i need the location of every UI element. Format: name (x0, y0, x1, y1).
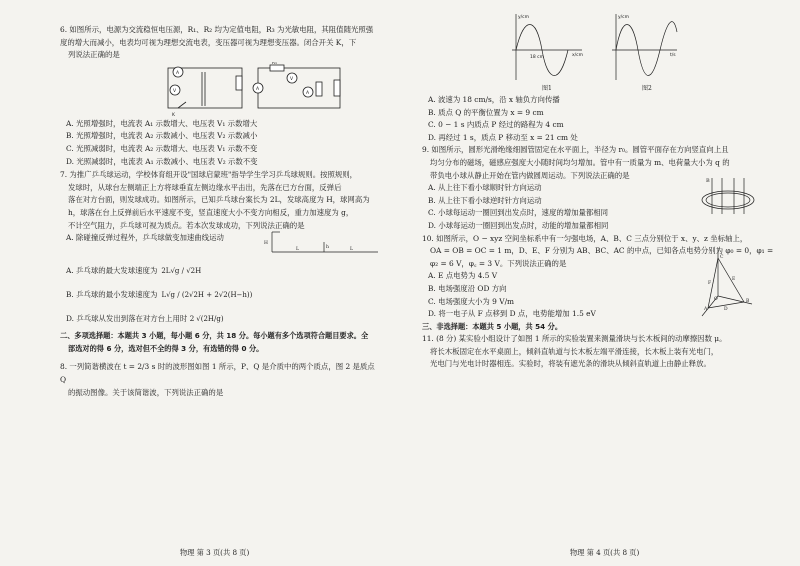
q8-stem-2: 的振动图像。关于该简谐波，下列说法正确的是 (68, 387, 224, 397)
q6-option-a: A. 光照增强时，电流表 A₁ 示数增大、电压表 V₁ 示数增大 (66, 118, 258, 128)
q9-option-a: A. 从上往下看小球顺时针方向运动 (428, 183, 542, 193)
q7-option-c-row (60, 282, 382, 308)
q7-option-a: A. 除碰撞反弹过程外，乒乓球做变加速曲线运动 (66, 233, 224, 243)
q7-option-d-row (60, 308, 382, 330)
q10-stem-1: 10. 如图所示，O − xyz 空间坐标系中有一匀强电场，A、B、C 三点分别位于 x、y、z 坐标轴上， (422, 233, 748, 243)
q7-formula-c: L√g / (2√2H + 2√2(H−h)) (161, 291, 253, 300)
footer-page-3: 物理 第 3 页(共 8 页) (180, 548, 250, 557)
svg-text:B: B (706, 178, 710, 185)
q6-option-b: B. 光照增强时，电流表 A₂ 示数减小、电压表 V₂ 示数减小 (66, 131, 258, 141)
q7-stem-2: 发球时，从球台左侧端正上方将球垂直左侧边缘水平击出，先落在已方台面，反弹后 (68, 182, 342, 192)
q6-option-c: C. 光照减弱时，电流表 A₂ 示数增大、电压表 V₁ 示数不变 (66, 143, 258, 153)
q8-wave-figures (502, 12, 800, 94)
q9-stem-1: 9. 如图所示，圆形光滑绝缘细圆管固定在水平面上，半径为 r₀。圆管平面存在方向竖直向上且 (422, 145, 729, 155)
q6-circuit-diagram (60, 62, 380, 118)
q9-stem-3: 带负电小球从静止开始在管内做圆周运动。下列说法正确的是 (430, 170, 630, 180)
q11-stem-1: 11. (8 分) 某实验小组设计了如图 1 所示的实验装置来测量滑块与长木板间的动摩擦因数 μ。 (422, 334, 727, 344)
fig-label-1: 图1 (542, 85, 552, 92)
section-multiple-choice-2: 部选对的得 6 分，选对但不全的得 3 分，有选错的得 0 分。 (68, 343, 264, 353)
q7-option-b-row (60, 260, 382, 282)
q8-option-a: A. 波速为 18 cm/s，沿 x 轴负方向传播 (428, 95, 560, 104)
q9-ring-diagram (698, 174, 758, 218)
q7-formula-b: 2L√g / √2H (161, 267, 202, 276)
q7-stem-3: 落在对方台面，则发球成功。如图所示，已知乒乓球台案长为 2L，发球高度为 H，球网高为 (68, 195, 370, 205)
svg-text:F: F (708, 281, 712, 287)
svg-text:A: A (306, 90, 310, 96)
q8-stem-1: 8. 一列简谐横波在 t = 2/3 s 时的波形图如图 1 所示，P、Q 是介质中的两个质点，图 2 是质点 Q (60, 362, 375, 384)
q9-stem-2: 均匀分布的磁场，磁感应强度大小随时间均匀增加。管中有一质量为 m、电荷量大小为 q 的 (430, 157, 730, 167)
q6-stem-1: 6. 如图所示，电源为交流稳恒电压源，R₁、R₂ 均为定值电阻，R₃ 为光敏电阻，其阻值随光照强 (60, 25, 374, 34)
q6-stem-3: 列说法正确的是 (68, 50, 120, 60)
q7-stem-1: 7. 为推广乒乓球运动，学校体育组开设"国球启蒙班"指导学生学习乒乓球规则。按照规则， (60, 170, 358, 180)
svg-text:x/cm: x/cm (572, 53, 584, 58)
svg-text:E: E (732, 277, 736, 283)
footer-page-4: 物理 第 4 页(共 8 页) (570, 548, 640, 557)
q6-stem-2: 度的增大而减小，电表均可视为理想交流电表，变压器可视为理想变压器。闭合开关 K，下 (60, 37, 357, 47)
svg-text:C: C (720, 255, 724, 261)
svg-text:B: B (746, 299, 750, 305)
svg-text:L: L (296, 247, 299, 253)
svg-text:H: H (264, 241, 268, 247)
svg-text:L: L (350, 247, 353, 253)
section-multiple-choice: 二、多项选择题：本题共 3 小题，每小题 6 分，共 18 分。每小题有多个选项符合题目要求。全 (60, 331, 369, 341)
svg-text:18 cm: 18 cm (530, 55, 545, 60)
q10-stem-3: φ₂ = 6 V，φ꜀ = 3 V。下列说法正确的是 (430, 258, 567, 268)
q7-formula-d: √(2H/g) (196, 315, 224, 324)
svg-text:O: O (714, 297, 718, 303)
q7-stem-4: h，球落在台上反弹前后水平速度不变，竖直速度大小不变方向相反，重力加速度为 g， (68, 207, 354, 217)
q10-stem-2: OA = OB = OC = 1 m，D、E、F 分别为 AB、BC、AC 的中点，已知各点电势分别为 φ₀ = 0，φ₁ = (430, 246, 774, 256)
svg-text:K: K (172, 112, 175, 118)
svg-text:A: A (176, 70, 180, 76)
q7-option-a-row (60, 232, 382, 260)
q9-option-b: B. 从上往下看小球逆时针方向运动 (428, 195, 542, 205)
fig-label-2: 图2 (642, 85, 652, 92)
svg-text:t/s: t/s (670, 53, 676, 58)
q7-table-diagram (260, 226, 380, 254)
q11-stem-3: 光电门与光电计时器相连。实验时，将装有遮光条的滑块从倾斜直轨道上由静止释放。 (430, 359, 711, 369)
q8-option-c: C. 0 − 1 s 内质点 P 经过的路程为 4 cm (428, 120, 564, 130)
q10-option-c: C. 电场强度大小为 9 V/m (428, 296, 515, 306)
section-non-choice: 三、非选择题：本题共 5 小题，共 54 分。 (422, 321, 563, 331)
svg-text:y/cm: y/cm (618, 15, 630, 20)
svg-text:h: h (326, 245, 329, 251)
svg-text:y/cm: y/cm (518, 15, 530, 20)
q10-option-a: A. E 点电势为 4.5 V (428, 271, 498, 281)
q6-option-d: D. 光照减弱时，电流表 A₁ 示数减小、电压表 V₂ 示数不变 (66, 156, 258, 166)
svg-text:D: D (724, 307, 728, 313)
page-4 (400, 0, 800, 566)
q10-option-b: B. 电场强度沿 OD 方向 (428, 283, 507, 293)
svg-text:V: V (290, 76, 294, 82)
svg-text:V: V (173, 88, 177, 94)
q7-option-d: D. 乒乓球从发出到落在对方台上用时 2 (66, 313, 195, 323)
q7-option-c: B. 乒乓球的最小发球速度为 (66, 289, 158, 299)
q8-option-b: B. 质点 Q 的平衡位置为 x = 9 cm (428, 107, 544, 117)
q10-coordinate-diagram (696, 244, 756, 320)
q10-option-d: D. 将一电子从 F 点移到 D 点，电势能增加 1.5 eV (428, 309, 596, 319)
svg-text:R₁: R₁ (272, 61, 277, 66)
q7-stem-5: 不计空气阻力，乒乓球可视为质点。若本次发球成功，下列说法正确的是 (68, 220, 305, 230)
q7-option-b: A. 乒乓球的最大发球速度为 (66, 265, 158, 275)
q9-options-block (422, 178, 778, 232)
q9-option-c: C. 小球每运动一圈回到出发点时，速度的增加量都相同 (428, 208, 609, 218)
q11-stem-2: 将长木板固定在水平桌面上，倾斜直轨道与长木板左端平滑连接，长木板上装有光电门， (430, 346, 719, 356)
svg-text:A: A (704, 307, 708, 313)
q9-option-d: D. 小球每运动一圈回到出发点时，动能的增加量都相同 (428, 220, 609, 230)
q8-option-d: D. 再经过 1 s，质点 P 移动至 x = 21 cm 处 (428, 132, 578, 142)
svg-text:A: A (256, 86, 260, 92)
